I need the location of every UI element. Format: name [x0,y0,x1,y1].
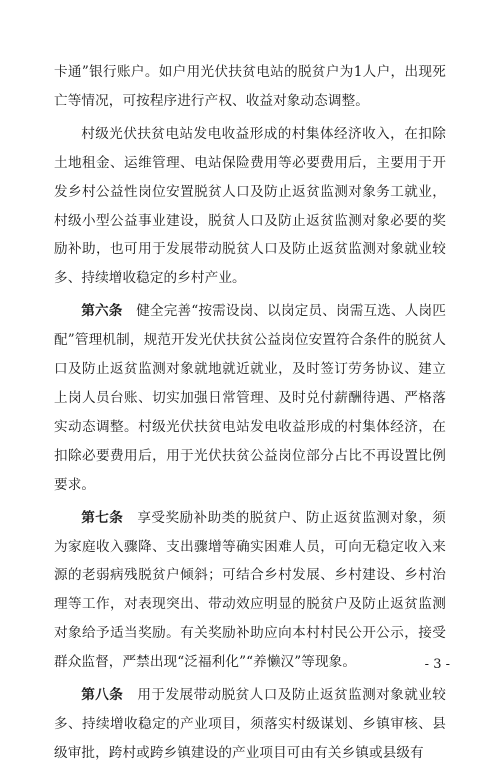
article-7 [54,504,446,677]
article-number: 第七条 [81,509,124,526]
paragraph-text: 村级光伏扶贫电站发电收益形成的村集体经济收入，在扣除土地租金、运维管理、电站保险费用等必要费用后，主要用于开发乡村公益性岗位安置脱贫人口及防止返贫监测对象务工就业，村级小型公益事业建设，脱贫人口及防止返贫监测对象必要的奖励补助，也可用于发展带动脱贫人口及防止返贫监测对象就业较多、持续增收稳定的乡村产业。 [54,125,446,287]
paragraph-village-income [54,120,446,293]
paragraph-text: 健全完善“按需设岗、以岗定员、岗需互选、人岗匹配”管理机制，规范开发光伏扶贫公益岗位安置符合条件的脱贫人口及防止返贫监测对象就地就近就业，及时签订劳务协议、建立上岗人员台账、切实加强日常管理、及时兑付薪酬待遇、严格落实动态调整。村级光伏扶贫电站发电收益形成的村集体经济，在扣除必要费用后，用于光伏扶贫公益岗位部分占比不再设置比例要求。 [54,303,446,493]
paragraph-text: 用于发展带动脱贫人口及防止返贫监测对象就业较多、持续增收稳定的产业项目，须落实村级谋划、乡镇审核、县级审批，跨村或跨乡镇建设的产业项目可由有关乡镇或县级有 [54,687,446,761]
paragraph-text: 享受奖励补助类的脱贫户、防止返贫监测对象，须为家庭收入骤降、支出骤增等确实困难人员，可向无稳定收入来源的老弱病残脱贫户倾斜；可结合乡村发展、乡村建设、乡村治理等工作，对表现突出、带动效应明显的脱贫户及防止返贫监测对象给予适当奖励。有关奖励补助应向本村村民公开公示，接受群众监督，严禁出现“泛福利化”“养懒汉”等现象。 [54,509,446,671]
article-8 [54,681,446,768]
article-6 [54,297,446,499]
document-body [54,58,446,772]
article-number: 第六条 [81,303,123,320]
page-number: - 3 - [424,657,450,672]
paragraph-continued [54,58,446,116]
article-number: 第八条 [81,687,124,704]
paragraph-text: 卡通”银行账户。如户用光伏扶贫电站的脱贫户为1人户，出现死亡等情况，可按程序进行产权、收益对象动态调整。 [54,64,446,109]
